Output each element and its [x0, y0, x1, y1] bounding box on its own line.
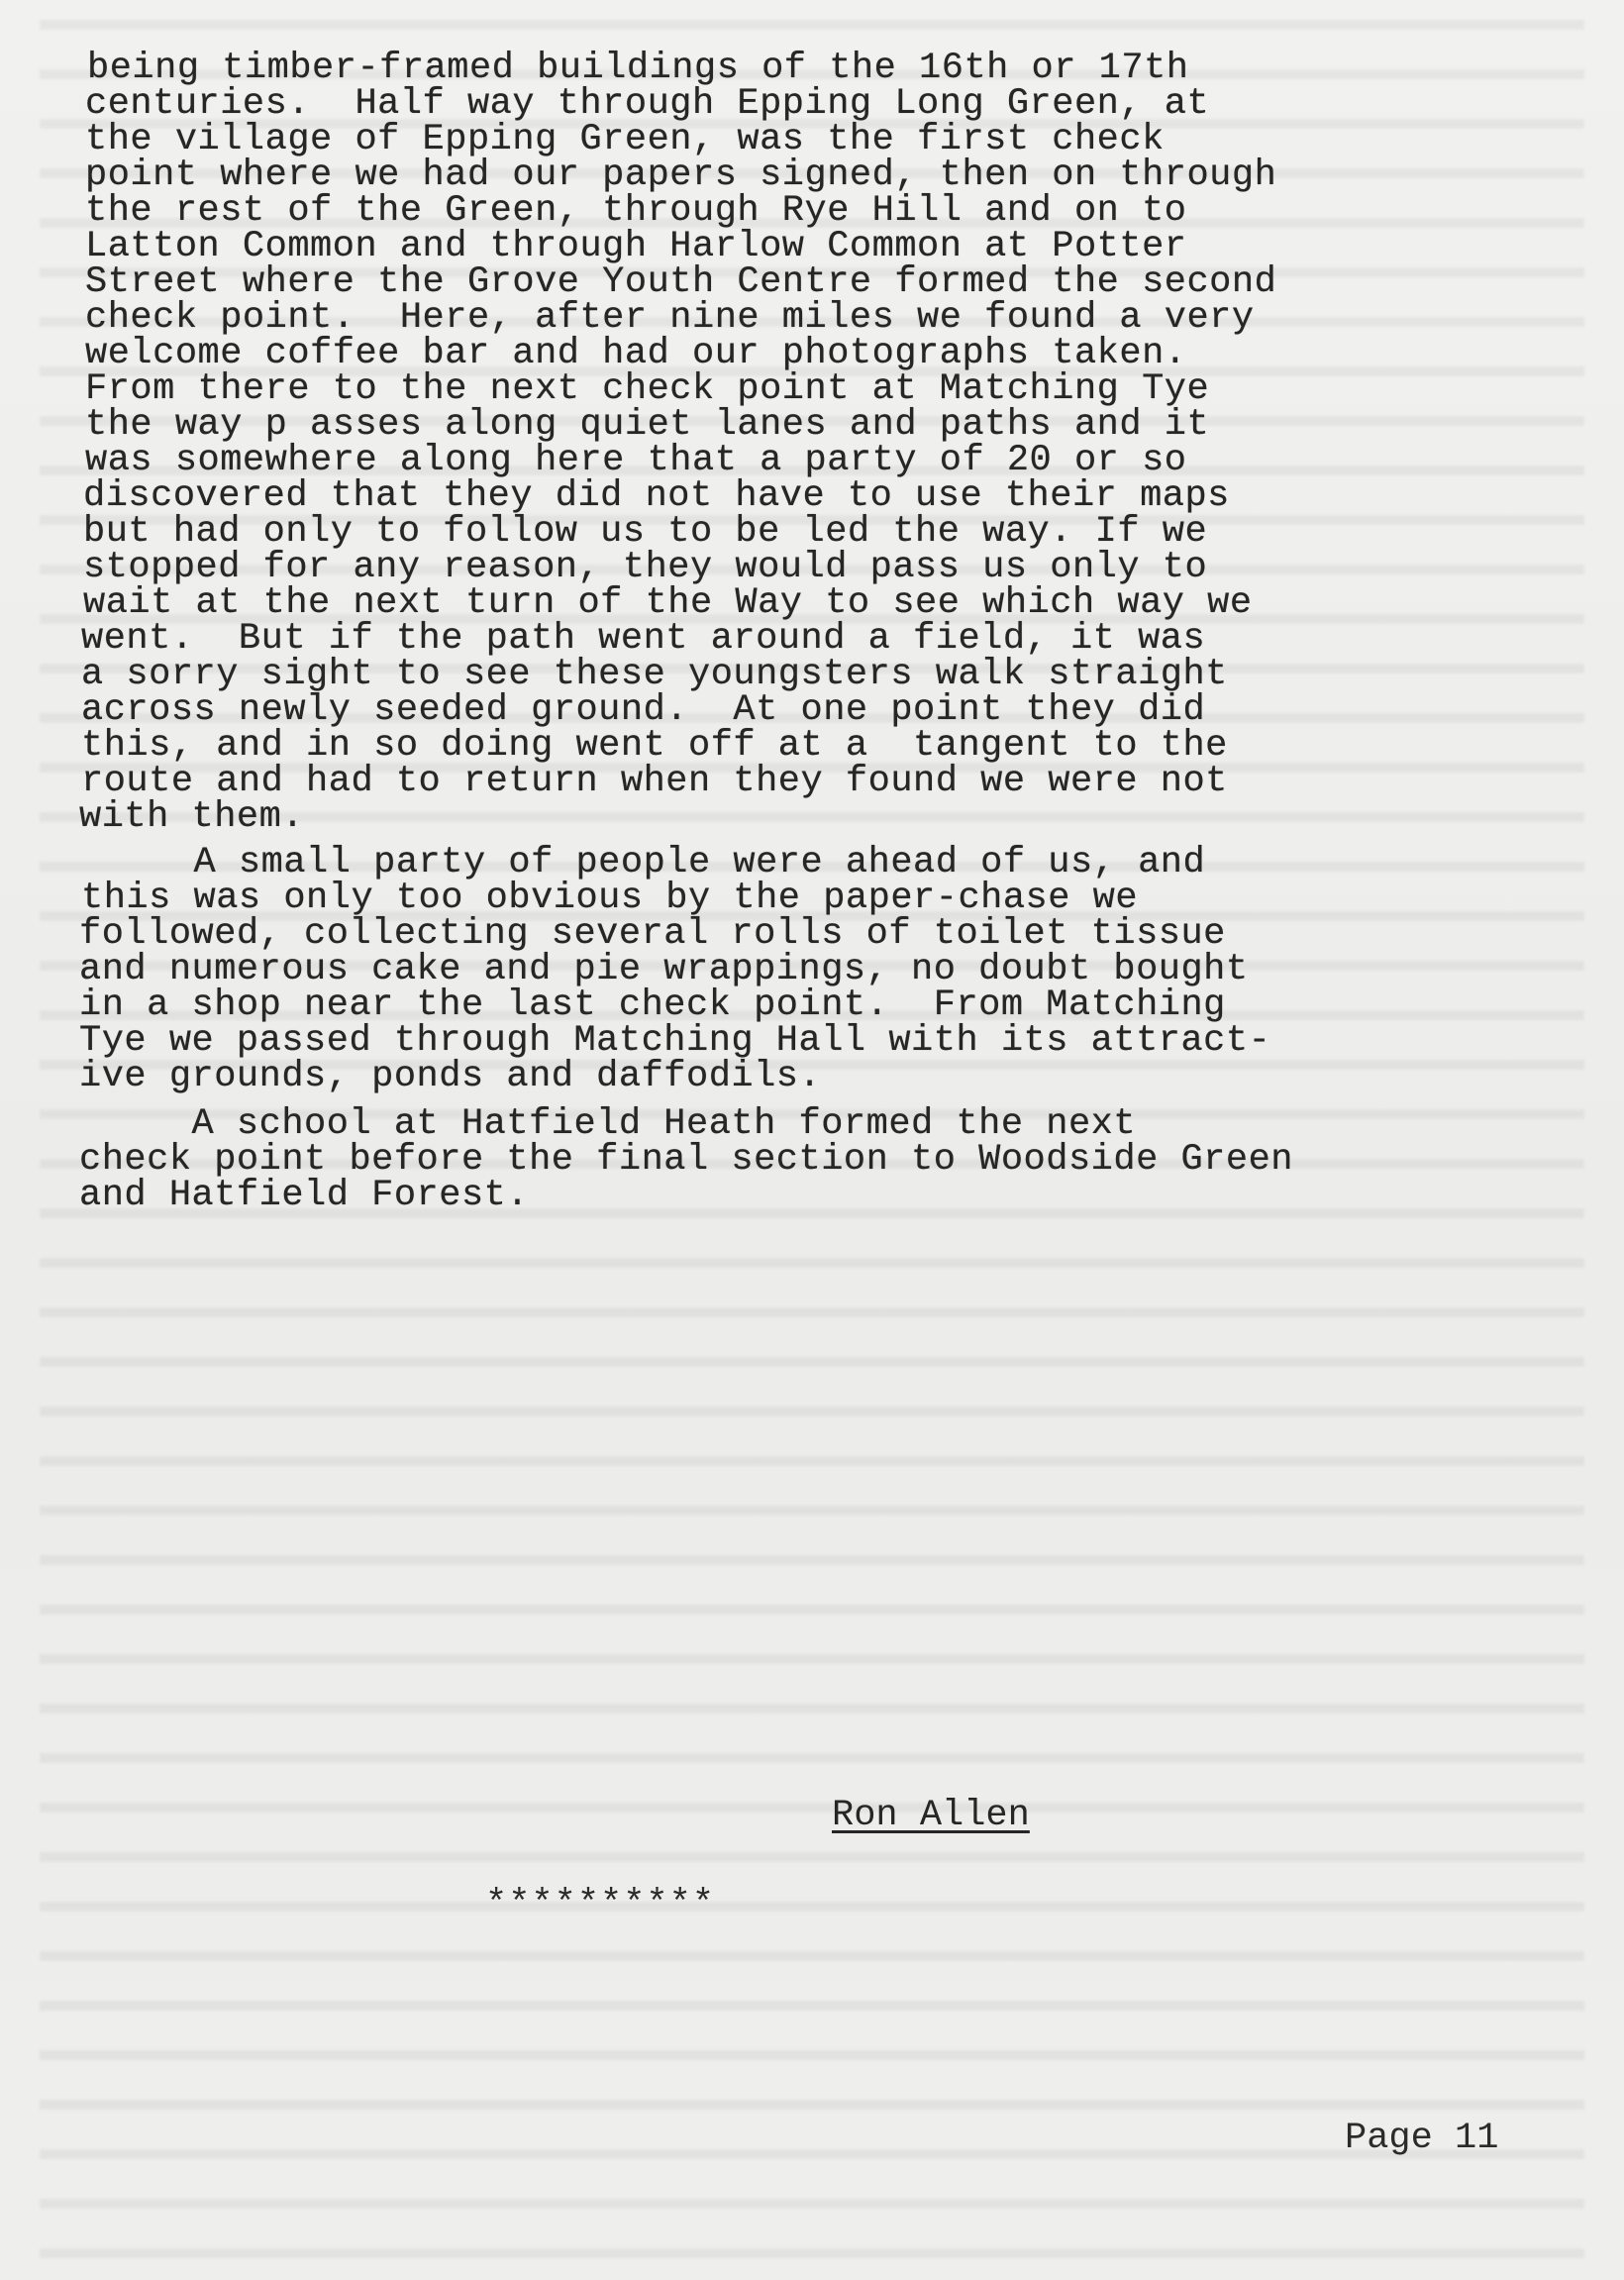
text-line: and numerous cake and pie wrappings, no doubt bought — [79, 949, 1249, 990]
page-number: Page 11 — [1345, 2118, 1499, 2159]
section-separator: ********** — [485, 1884, 716, 1925]
text-line: discovered that they did not have to use their maps — [83, 475, 1230, 517]
text-line: this was only too obvious by the paper-chase we — [81, 878, 1139, 919]
text-line: this, and in so doing went off at a tangent to the — [81, 725, 1228, 767]
text-line: was somewhere along here that a party of 20 or so — [85, 440, 1187, 481]
text-line: point where we had our papers signed, then on through — [85, 155, 1277, 196]
text-line: stopped for any reason, they would pass us only to — [83, 547, 1208, 588]
text-line: went. But if the path went around a field, it was — [81, 618, 1206, 660]
text-line: wait at the next turn of the Way to see which way we — [83, 582, 1253, 624]
text-line: check point before the final section to Woodside Green — [79, 1139, 1293, 1181]
text-line: with them. — [79, 796, 305, 838]
text-line: a sorry sight to see these youngsters walk straight — [81, 654, 1228, 695]
text-line: followed, collecting several rolls of toilet tissue — [79, 913, 1226, 955]
text-line: but had only to follow us to be led the way. If we — [83, 511, 1208, 553]
text-line: Latton Common and through Harlow Common at Potter — [85, 226, 1187, 267]
author-signature: Ron Allen — [832, 1795, 1030, 1836]
text-line: Tye we passed through Matching Hall with its attract- — [79, 1020, 1271, 1062]
text-line: From there to the next check point at Matching Tye — [85, 368, 1210, 410]
text-line: welcome coffee bar and had our photographs taken. — [85, 333, 1187, 374]
text-line: and Hatfield Forest. — [79, 1175, 530, 1216]
text-line: the rest of the Green, through Rye Hill and on to — [85, 190, 1187, 232]
text-line: the way p asses along quiet lanes and paths and it — [85, 404, 1210, 446]
text-line: being timber-framed buildings of the 16th or 17th — [87, 48, 1189, 89]
text-line: Street where the Grove Youth Centre formed the second — [85, 261, 1277, 303]
text-line: A school at Hatfield Heath formed the next — [79, 1103, 1137, 1145]
text-line: check point. Here, after nine miles we found a very — [85, 297, 1255, 339]
text-line: centuries. Half way through Epping Long Green, at — [85, 83, 1210, 125]
text-line: across newly seeded ground. At one point they did — [81, 689, 1206, 731]
text-line: in a shop near the last check point. From Matching — [79, 985, 1226, 1026]
text-line: the village of Epping Green, was the first check — [85, 119, 1165, 160]
text-line: ive grounds, ponds and daffodils. — [79, 1056, 822, 1097]
text-line: route and had to return when they found we were not — [81, 761, 1228, 802]
text-line: A small party of people were ahead of us, and — [81, 842, 1206, 883]
